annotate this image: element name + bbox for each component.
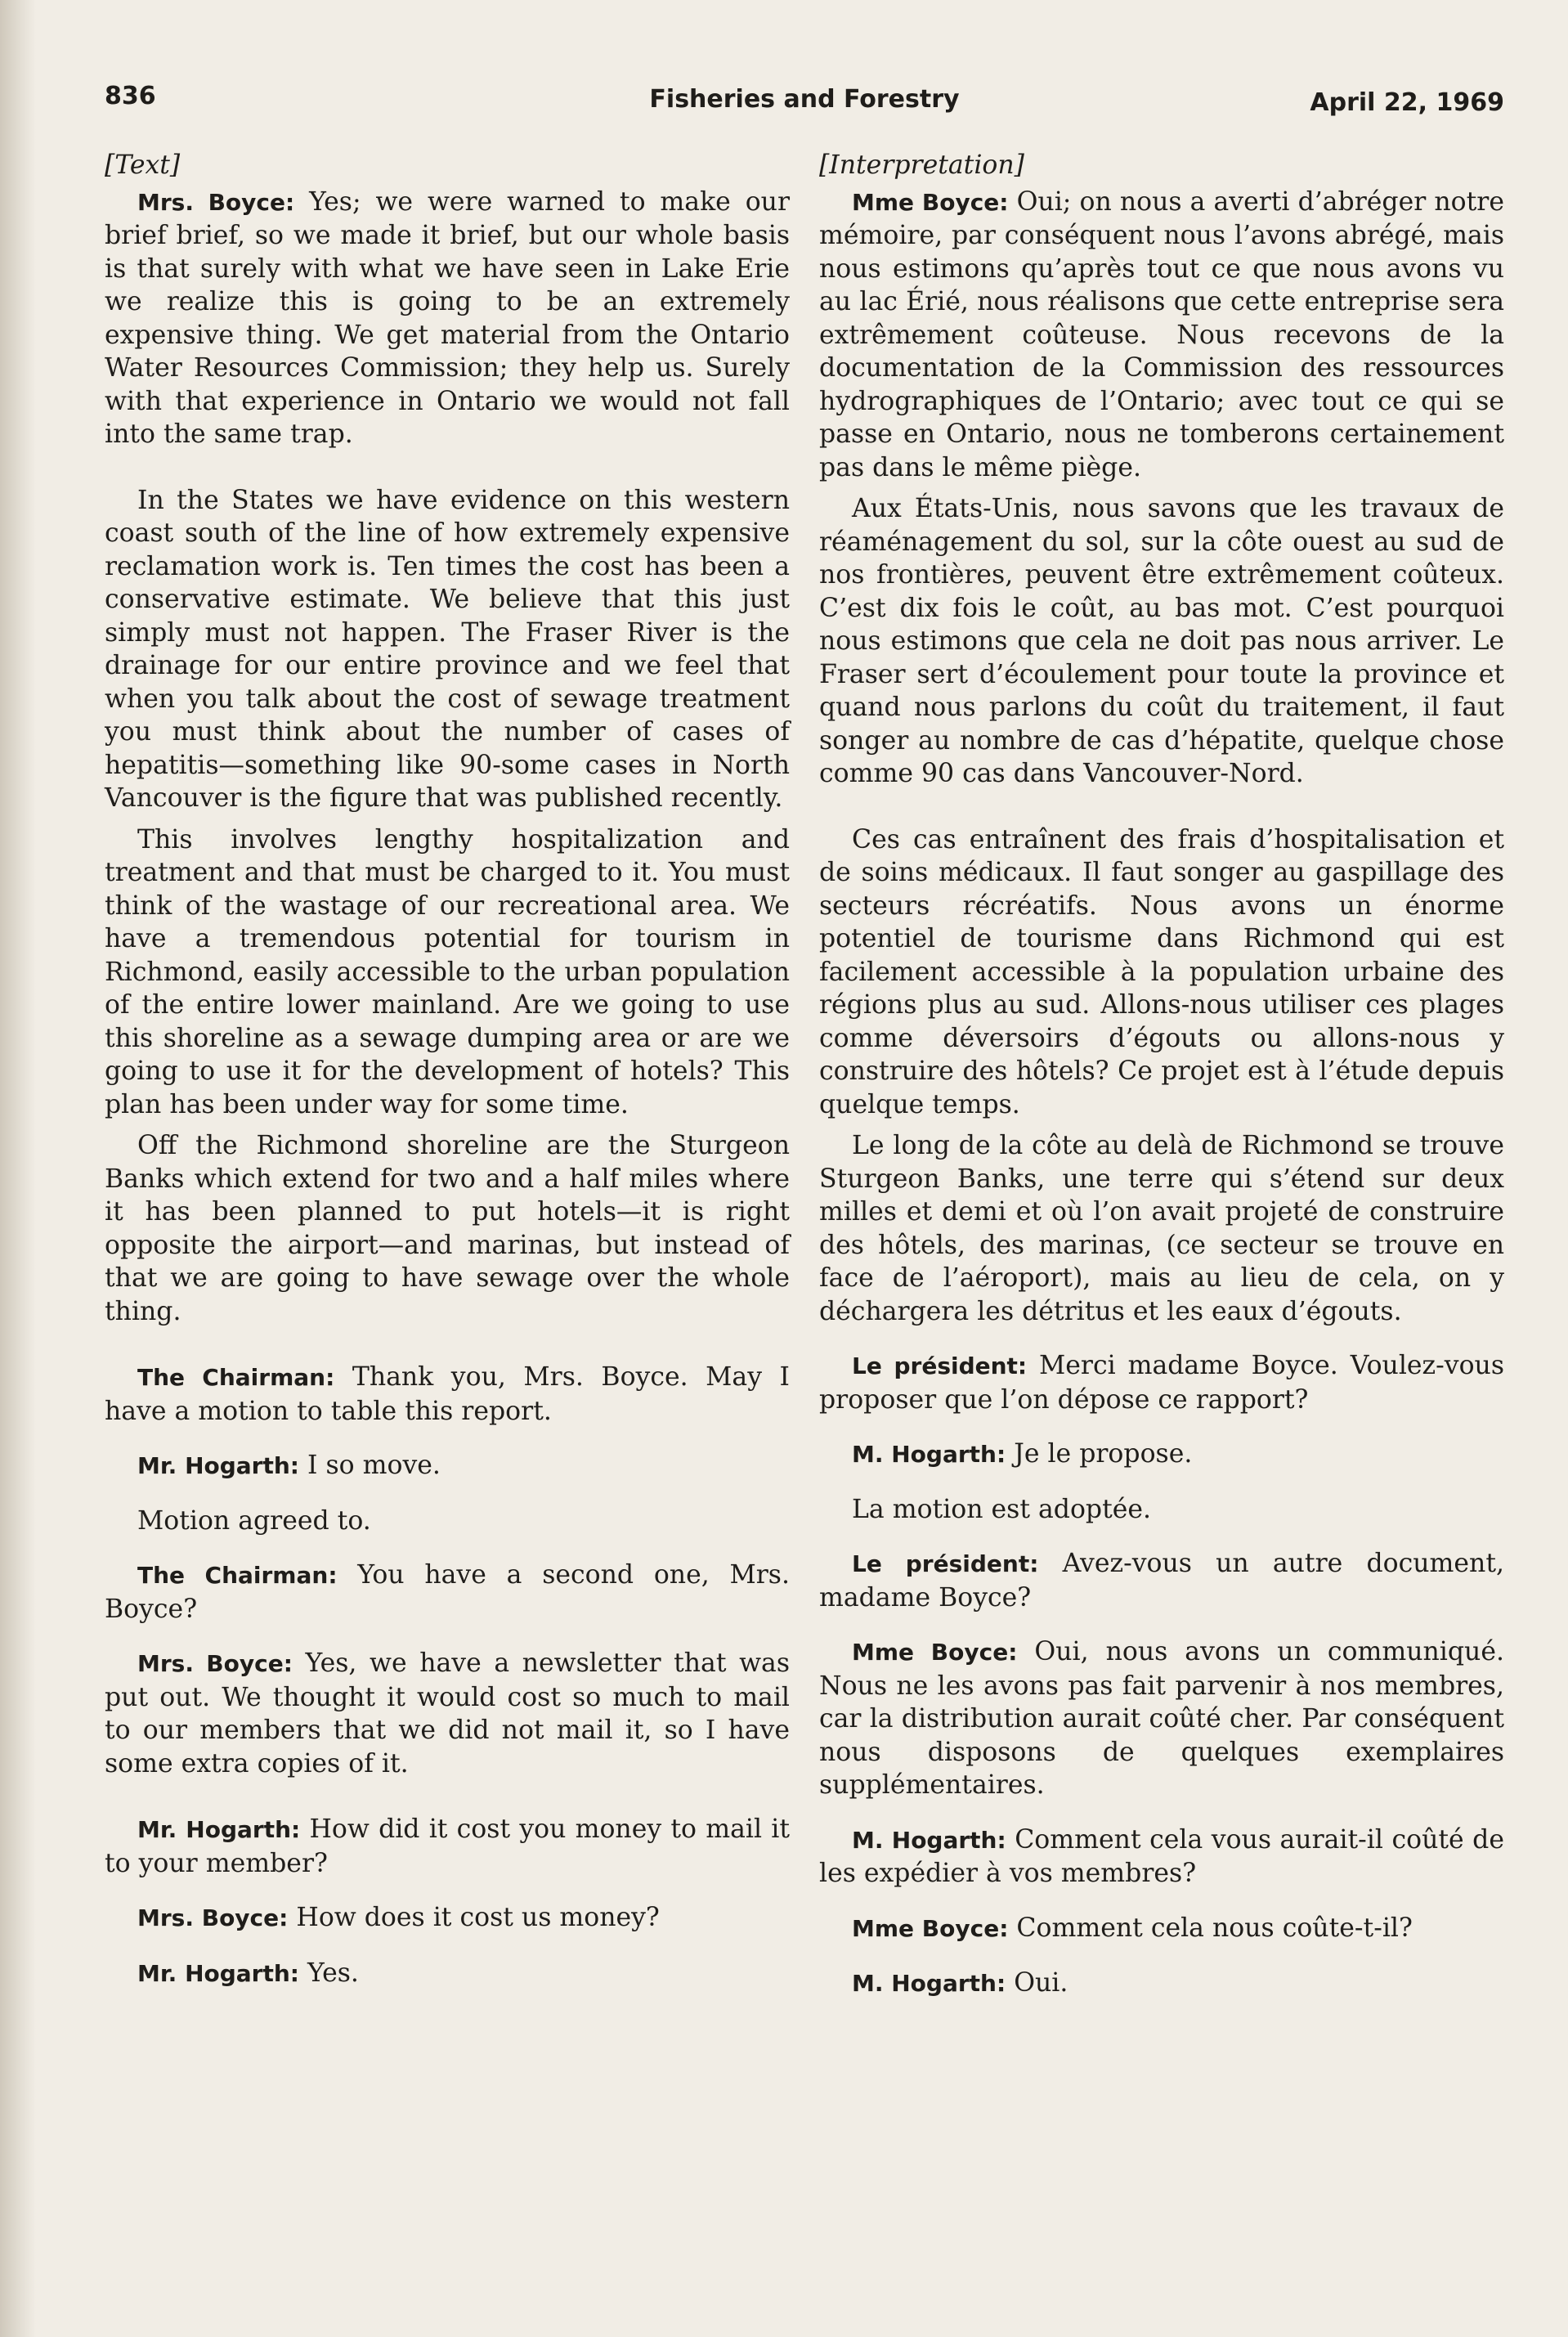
paragraph: In the States we have evidence on this western coast south of the line of how extremely expensive reclamation work is. Ten times the cost has been a conservative estimate. We believe that this just simply must not happen. The Fraser River is the drainage for our entire province and we feel that when you talk about the cost of sewage treatment you must think about the number of cases of hepatitis—something like 90-some cases in North Vancouver is the figure that was published recently. bbox=[105, 485, 790, 813]
speaker-name: Mr. Hogarth: bbox=[137, 1452, 299, 1479]
speaker-name: Mr. Hogarth: bbox=[137, 1959, 299, 1987]
paragraph bbox=[819, 1967, 1504, 2001]
speaker-name: M. Hogarth: bbox=[852, 1826, 1006, 1854]
speaker-name: Mme Boyce: bbox=[852, 188, 1009, 216]
speech-text: Thank you, Mrs. Boyce. May I have a motion to table this report. bbox=[105, 1362, 790, 1426]
column-tag: [Text] bbox=[105, 150, 181, 180]
paragraph: Ces cas entraînent des frais d’hospitalisation et de soins médicaux. Il faut songer au gaspillage des secteurs récréatifs. Nous avons un énorme potentiel de tourisme dans Richmond qui est facilement accessible à la population urbaine des régions plus au sud. Allons-nous utiliser ces plages comme déversoirs d’égouts ou allons-nous y construire des hôtels? Ce projet est à l’étude depuis quelque temps. bbox=[819, 824, 1504, 1119]
french-column bbox=[819, 149, 1504, 2001]
speech-text: How does it cost us money? bbox=[288, 1903, 660, 1932]
paragraph: La motion est adoptée. bbox=[852, 1494, 1152, 1524]
paragraph: Le long de la côte au delà de Richmond se trouve Sturgeon Banks, une terre qui s’étend sur deux milles et demi et où l’on avait projeté de construire des hôtels, des marinas, (ce secteur se trouve en face de l’aéroport), mais au lieu de cela, on y déchargera les détritus et les eaux d’égouts. bbox=[819, 1131, 1504, 1326]
paragraph: Motion agreed to. bbox=[137, 1505, 371, 1536]
speech-text: Oui. bbox=[1006, 1968, 1068, 1998]
paragraph bbox=[105, 1559, 790, 1626]
speaker-name: Le président: bbox=[852, 1550, 1039, 1577]
paragraph bbox=[105, 1361, 790, 1428]
paragraph bbox=[819, 1349, 1504, 1416]
paragraph bbox=[105, 1647, 790, 1780]
paragraph: Aux États-Unis, nous savons que les travaux de réaménagement du sol, sur la côte ouest au sud de nos frontières, peuvent être extrêmement coûteux. C’est dix fois le coût, au bas mot. C’est pourquoi nous estimons que cela ne doit pas nous arriver. Le Fraser sert d’écoulement pour toute la province et quand nous parlons du coût du traitement, il faut songer au nombre de cas d’hépatite, quelque chose comme 90 cas dans Vancouver-Nord. bbox=[819, 494, 1504, 788]
speaker-name: Mme Boyce: bbox=[852, 1639, 1018, 1666]
speech-text: Oui; on nous a averti d’abréger notre mémoire, par conséquent nous l’avons abrégé, mais nous estimons qu’après tout ce que nous avons vu au lac Érié, nous réalisons que cette entreprise sera extrêmement coûteuse. Nous recevons de la documentation de la Commission des ressources hydrographiques de l’Ontario; avec tout ce qui se passe en Ontario, nous ne tomberons certainement pas dans le même piège. bbox=[819, 186, 1504, 482]
speaker-name: Mr. Hogarth: bbox=[137, 1816, 301, 1843]
running-title: Fisheries and Forestry bbox=[649, 85, 960, 114]
paragraph bbox=[105, 1449, 790, 1483]
paragraph bbox=[819, 1438, 1504, 1472]
column-tag: [Interpretation] bbox=[819, 150, 1024, 180]
paragraph bbox=[105, 1813, 790, 1880]
speech-text: How did it cost you money to mail it to your member? bbox=[105, 1814, 791, 1878]
speaker-name: The Chairman: bbox=[137, 1364, 335, 1391]
book-binding-shadow bbox=[0, 0, 36, 2337]
speech-text: Yes. bbox=[299, 1958, 359, 1988]
speaker-name: Mrs. Boyce: bbox=[137, 188, 295, 216]
paragraph: This involves lengthy hospitalization and treatment and that must be charged to it. You must think of the wastage of our recreational area. We have a tremendous potential for tourism in Richmond, easily accessible to the urban population of the entire lower mainland. Are we going to use this shoreline as a sewage dumping area or are we going to use it for the development of hotels? This plan has been under way for some time. bbox=[105, 824, 790, 1119]
english-column bbox=[105, 149, 790, 1990]
page-header bbox=[105, 82, 1504, 123]
speech-text: Yes; we were warned to make our brief brief, so we made it brief, but our whole basis is that surely with what we have seen in Lake Erie we realize this is going to be an extremely expensive thing. We get material from the Ontario Water Resources Commission; they help us. Surely with that experience in Ontario we would not fall into the same trap. bbox=[105, 186, 790, 449]
speech-text: Oui, nous avons un communiqué. Nous ne les avons pas fait parvenir à nos membres, car la distribution aurait coûté cher. Par conséquent nous disposons de quelques exemplaires supplémentaires. bbox=[819, 1637, 1504, 1800]
speaker-name: M. Hogarth: bbox=[852, 1441, 1006, 1468]
speaker-name: The Chairman: bbox=[137, 1562, 338, 1589]
paragraph bbox=[819, 1547, 1504, 1614]
paragraph bbox=[819, 1635, 1504, 1802]
speech-text: Yes, we have a newsletter that was put out. We thought it would cost so much to mail to our members that we did not mail it, so I have some extra copies of it. bbox=[105, 1648, 790, 1779]
page-date: April 22, 1969 bbox=[1310, 88, 1504, 117]
speech-text: You have a second one, Mrs. Boyce? bbox=[105, 1560, 790, 1624]
paragraph: Off the Richmond shoreline are the Sturgeon Banks which extend for two and a half miles where it has been planned to put hotels—it is right opposite the airport—and marinas, but instead of that we are going to have sewage over the whole thing. bbox=[105, 1131, 790, 1326]
paragraph bbox=[105, 1901, 790, 1936]
paragraph bbox=[819, 1912, 1504, 1946]
speaker-name: Mrs. Boyce: bbox=[137, 1904, 289, 1931]
speech-text: Comment cela vous aurait-il coûté de les expédier à vos membres? bbox=[819, 1824, 1504, 1888]
page-number: 836 bbox=[105, 82, 156, 110]
speech-text: Avez-vous un autre document, madame Boyce? bbox=[819, 1549, 1504, 1613]
speech-text: I so move. bbox=[299, 1451, 441, 1480]
speech-text: Je le propose. bbox=[1006, 1439, 1193, 1469]
speaker-name: Mrs. Boyce: bbox=[137, 1650, 293, 1677]
speaker-name: Mme Boyce: bbox=[852, 1914, 1009, 1942]
paragraph bbox=[819, 1823, 1504, 1891]
speaker-name: M. Hogarth: bbox=[852, 1970, 1006, 1997]
paragraph bbox=[105, 1957, 790, 1991]
speaker-name: Le président: bbox=[852, 1352, 1028, 1379]
speech-text: Comment cela nous coûte-t-il? bbox=[1008, 1913, 1413, 1943]
speech-text: Merci madame Boyce. Voulez-vous proposer que l’on dépose ce rapport? bbox=[819, 1351, 1504, 1415]
paragraph bbox=[105, 186, 790, 451]
paragraph bbox=[819, 186, 1504, 485]
